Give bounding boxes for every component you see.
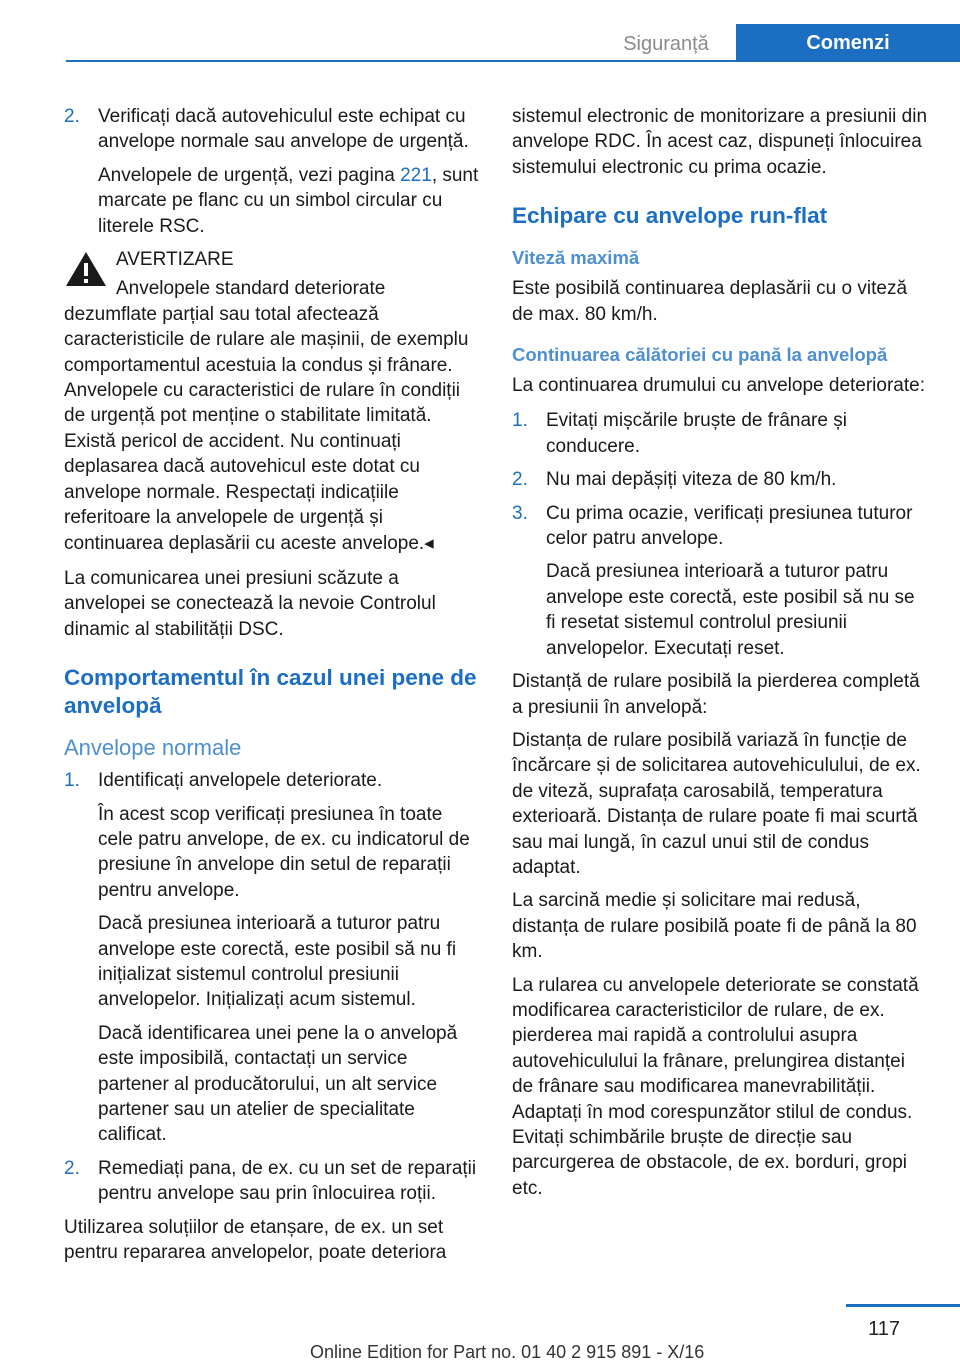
list-number: 2. — [512, 469, 528, 491]
list-item — [64, 1156, 480, 1207]
list-number: 1. — [64, 770, 80, 792]
subsection-heading: Anvelope normale — [64, 735, 242, 761]
paragraph: Cu prima ocazie, verificați presiunea tuturor celor patru anvelope. — [546, 502, 913, 550]
paragraph: Utilizarea soluțiilor de etanșare, de ex. un set pentru repararea anvelopelor, poate deteriora — [64, 1216, 447, 1264]
paragraph: sistemul electronic de monitorizare a presiunii din anvelope RDC. În acest caz, dispuneți înlocuirea sistemului electronic cu prima ocazie. — [512, 106, 928, 178]
section-label: Siguranță — [623, 33, 709, 55]
paragraph: Dacă presiunea interioară a tuturor patru anvelope este corectă, este posibil să nu se fi resetat sistemul controlul presiunii anvelopelor. Executați reset. — [546, 561, 915, 659]
warning-title: AVERTIZARE — [116, 249, 234, 271]
section-heading: Comportamentul în cazul unei pene de anvelopă — [64, 665, 477, 719]
chapter-tab[interactable]: Comenzi — [736, 24, 960, 62]
warning-text: Anvelopele standard deteriorate dezumflate parțial sau total afectează caracteristicile de rulare ale mașinii, de exemplu comportamentul acestuia la condus și frânare. Anvelopele cu caracteristici de rulare în condiții de urgență pot menține o stabilitate limitată. Există pericol de accident. Nu continuați deplasarea dacă autovehicul este dotat cu anvelope normale. Respectați indicațiile referitoare la anvelopele de urgență și continuarea deplasării cu aceste anvelope.◂ — [64, 278, 469, 554]
paragraph — [98, 163, 480, 239]
text-fragment: , sunt marcate pe flanc cu un simbol circular cu literele RSC. — [98, 164, 479, 237]
paragraph: Distanță de rulare posibilă la pierderea completă a presiunii în anvelopă: — [512, 671, 920, 718]
subsection-heading: Viteză maximă — [512, 247, 640, 269]
paragraph: Verificați dacă autovehiculul este echipat cu anvelope normale sau anvelope de urgență. — [98, 106, 469, 153]
paragraph: Dacă identificarea unei pene la o anvelopă este imposibilă, contactați un service partener al producătorului, un alt service partener sau un atelier de specialitate calificat. — [98, 1022, 458, 1146]
paragraph: Remediați pana, de ex. cu un set de reparații pentru anvelope sau prin înlocuirea roții. — [98, 1157, 477, 1205]
paragraph: Nu mai depășiți viteza de 80 km/h. — [546, 469, 837, 491]
footer-rule — [846, 1304, 960, 1307]
warning-block — [64, 247, 480, 556]
paragraph: La rularea cu anvelopele deteriorate se constată modificarea caracteristicilor de rulare, de ex. pierderea mai rapidă a controlului asupra autovehiculului la frânare, prelungirea distanței de frânare sau modificarea manevrabilității. Adaptați în mod corespunzător stilul de condus. Evitați schimbările bruște de direcție sau parcurgerea de obstacole, de ex. borduri, gropi etc. — [512, 974, 919, 1199]
list-number: 3. — [512, 502, 528, 524]
paragraph: Identificați anvelopele deteriorate. — [98, 770, 383, 792]
paragraph: În acest scop verificați presiunea în toate cele patru anvelope, de ex. cu indicatorul de presiune în anvelope din setul de reparații pentru anvelope. — [98, 803, 470, 901]
text-fragment: Anvelopele de urgență, vezi pagina — [98, 164, 401, 186]
paragraph: Este posibilă continuarea deplasării cu o viteză de max. 80 km/h. — [512, 278, 908, 325]
list-item — [64, 768, 480, 1148]
paragraph: La sarcină medie și solicitare mai redusă, distanța de rulare posibilă poate fi de până la 80 km. — [512, 890, 917, 963]
list-item — [64, 104, 480, 239]
page-link[interactable]: 221 — [400, 164, 432, 186]
warning-icon — [64, 249, 108, 289]
right-column — [512, 104, 928, 1209]
paragraph: La comunicarea unei presiuni scăzute a anvelopei se conectează la nevoie Controlul dinamic al stabilității DSC. — [64, 567, 436, 640]
list-number: 2. — [64, 106, 80, 127]
left-column — [64, 104, 480, 1273]
list-item — [512, 408, 928, 459]
paragraph: Dacă presiunea interioară a tuturor patru anvelope este corectă, este posibil să nu fi inițializat sistemul controlul presiunii anvelopelor. Inițializați acum sistemul. — [98, 913, 457, 1011]
list-number: 1. — [512, 410, 528, 432]
paragraph: La continuarea drumului cu anvelope deteriorate: — [512, 375, 925, 397]
page-header — [0, 0, 960, 62]
section-heading: Echipare cu anvelope run-flat — [512, 203, 828, 229]
header-rule — [66, 60, 960, 62]
paragraph: Distanța de rulare posibilă variază în funcție de încărcare și de solicitarea autovehiculului, de ex. de viteză, suprafața carosabilă, temperatura exterioară. Distanța de rulare poate fi mai scurtă sau mai lungă, în cazul unui stil de condus adaptat. — [512, 729, 921, 878]
subsection-heading: Continuarea călătoriei cu pană la anvelopă — [512, 344, 888, 366]
page-number: 117 — [868, 1318, 900, 1340]
list-item — [512, 501, 928, 661]
list-number: 2. — [64, 1157, 80, 1179]
edition-note: Online Edition for Part no. 01 40 2 915 891 - X/16 — [310, 1342, 705, 1362]
paragraph: Evitați mișcările bruște de frânare și conducere. — [546, 410, 847, 457]
list-item — [512, 467, 928, 492]
